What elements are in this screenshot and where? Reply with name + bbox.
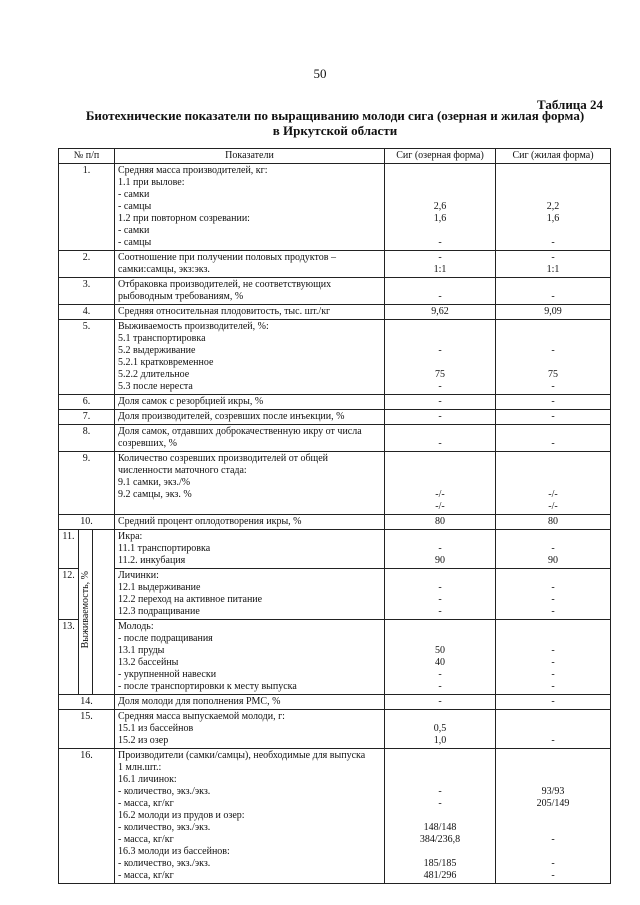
cell-line: - bbox=[551, 381, 555, 392]
cell-line: Икра: bbox=[118, 531, 143, 542]
cell-line: - bbox=[438, 669, 442, 680]
cell-line: 40 bbox=[435, 657, 445, 668]
cell-line: - bbox=[438, 681, 442, 692]
cell-line bbox=[388, 762, 492, 774]
cell-line: - bbox=[438, 582, 442, 593]
cell-line: 1.1 при вылове: bbox=[118, 177, 185, 188]
cell-line: Отбраковка производителей, не соответствующих bbox=[118, 279, 332, 290]
cell-line: - bbox=[551, 657, 555, 668]
cell-line: - bbox=[551, 438, 555, 449]
table-row bbox=[59, 410, 611, 425]
cell-line: - bbox=[551, 681, 555, 692]
cell-line: 1:1 bbox=[546, 264, 560, 275]
cell-line bbox=[499, 774, 607, 786]
cell-line: 75 bbox=[548, 369, 558, 380]
cell-line: 15.1 из бассейнов bbox=[118, 723, 194, 734]
table-label: Таблица 24 bbox=[537, 97, 604, 112]
cell-line: -/- bbox=[548, 489, 558, 500]
value-resident-form bbox=[496, 749, 611, 884]
cell-line bbox=[499, 426, 607, 438]
title-line-1: Биотехнические показатели по выращиванию молоди сига (озерная и жилая форма) bbox=[85, 108, 585, 123]
cell-line: - масса, кг/кг bbox=[118, 870, 174, 881]
cell-line: 9,62 bbox=[431, 306, 449, 317]
table-row bbox=[59, 569, 611, 620]
header-col1: Сиг (озерная форма) bbox=[385, 149, 496, 164]
cell-line: 5.1 транспортировка bbox=[118, 333, 206, 344]
cell-line: созревших, % bbox=[118, 438, 177, 449]
cell-line: -/- bbox=[435, 489, 445, 500]
row-number: 11. bbox=[59, 530, 79, 569]
cell-line: Средняя масса производителей, кг: bbox=[118, 165, 268, 176]
cell-line: - bbox=[438, 438, 442, 449]
cell-line: - количество, экз./экз. bbox=[118, 822, 211, 833]
value-resident-form bbox=[496, 164, 611, 251]
cell-line: - bbox=[551, 645, 555, 656]
cell-line: -/- bbox=[435, 501, 445, 512]
header-indicator: Показатели bbox=[115, 149, 385, 164]
cell-line: 148/148 bbox=[423, 822, 457, 833]
cell-line: Средняя масса выпускаемой молоди, г: bbox=[118, 711, 285, 722]
cell-line: - количество, экз./экз. bbox=[118, 786, 211, 797]
indicator-cell bbox=[115, 251, 385, 278]
table-row bbox=[59, 425, 611, 452]
value-resident-form bbox=[496, 530, 611, 569]
cell-line bbox=[388, 453, 492, 465]
cell-line: 2,6 bbox=[433, 201, 447, 212]
value-lake-form bbox=[385, 305, 496, 320]
cell-line: 12.1 выдерживание bbox=[118, 582, 201, 593]
value-resident-form bbox=[496, 515, 611, 530]
cell-line: - bbox=[551, 543, 555, 554]
value-resident-form bbox=[496, 395, 611, 410]
value-lake-form bbox=[385, 410, 496, 425]
table-row bbox=[59, 452, 611, 515]
value-lake-form bbox=[385, 530, 496, 569]
cell-line bbox=[499, 846, 607, 858]
table-row bbox=[59, 620, 611, 695]
indicator-cell bbox=[115, 695, 385, 710]
value-lake-form bbox=[385, 278, 496, 305]
value-lake-form bbox=[385, 710, 496, 749]
value-lake-form bbox=[385, 695, 496, 710]
cell-line: - масса, кг/кг bbox=[118, 834, 174, 845]
cell-line: 9.1 самки, экз./% bbox=[118, 477, 191, 488]
cell-line bbox=[499, 189, 607, 201]
cell-line: - самцы bbox=[118, 201, 152, 212]
cell-line bbox=[499, 165, 607, 177]
table-row bbox=[59, 515, 611, 530]
row-number: 8. bbox=[59, 425, 115, 452]
cell-line bbox=[499, 531, 607, 543]
cell-line: - количество, экз./экз. bbox=[118, 858, 211, 869]
value-resident-form bbox=[496, 278, 611, 305]
table-row bbox=[59, 710, 611, 749]
row-number: 15. bbox=[59, 710, 115, 749]
row-number: 4. bbox=[59, 305, 115, 320]
cell-line: 5.2.2 длительное bbox=[118, 369, 190, 380]
cell-line bbox=[499, 621, 607, 633]
title-line-2: в Иркутской области bbox=[272, 123, 398, 138]
table-row bbox=[59, 695, 611, 710]
cell-line bbox=[499, 465, 607, 477]
cell-line: - bbox=[438, 381, 442, 392]
cell-line: Выживаемость производителей, %: bbox=[118, 321, 269, 332]
row-number: 10. bbox=[59, 515, 115, 530]
cell-line bbox=[388, 621, 492, 633]
cell-line bbox=[388, 357, 492, 369]
header-col2: Сиг (жилая форма) bbox=[496, 149, 611, 164]
cell-line: 13.2 бассейны bbox=[118, 657, 179, 668]
cell-line: - bbox=[438, 798, 442, 809]
cell-line: - bbox=[551, 858, 555, 869]
value-resident-form bbox=[496, 695, 611, 710]
bio-table bbox=[58, 148, 611, 884]
cell-line: 481/296 bbox=[423, 870, 457, 881]
indicator-cell bbox=[115, 749, 385, 884]
table-row bbox=[59, 305, 611, 320]
cell-line: 50 bbox=[435, 645, 445, 656]
cell-line: Количество созревших производителей от общей bbox=[118, 453, 329, 464]
value-resident-form bbox=[496, 569, 611, 620]
indicator-cell bbox=[115, 320, 385, 395]
header-num: № п/п bbox=[59, 149, 115, 164]
cell-line: -/- bbox=[548, 501, 558, 512]
cell-line: - самцы bbox=[118, 237, 152, 248]
cell-line: - bbox=[551, 834, 555, 845]
value-lake-form bbox=[385, 164, 496, 251]
row-number: 5. bbox=[59, 320, 115, 395]
cell-line: 90 bbox=[548, 555, 558, 566]
cell-line: 93/93 bbox=[541, 786, 565, 797]
value-resident-form bbox=[496, 305, 611, 320]
cell-line: - bbox=[551, 669, 555, 680]
row-number: 16. bbox=[59, 749, 115, 884]
cell-line bbox=[388, 426, 492, 438]
row-number: 7. bbox=[59, 410, 115, 425]
cell-line: Средняя относительная плодовитость, тыс. шт./кг bbox=[118, 306, 331, 317]
cell-line: - самки bbox=[118, 189, 150, 200]
cell-line: - bbox=[551, 345, 555, 356]
value-lake-form bbox=[385, 569, 496, 620]
cell-line: Молодь: bbox=[118, 621, 154, 632]
cell-line bbox=[499, 810, 607, 822]
cell-line: 0,5 bbox=[433, 723, 447, 734]
cell-line: - bbox=[551, 696, 555, 707]
cell-line: - bbox=[551, 237, 555, 248]
cell-line: 12.2 переход на активное питание bbox=[118, 594, 263, 605]
cell-line bbox=[388, 810, 492, 822]
survival-side-text: Выживаемость, % bbox=[79, 571, 91, 649]
cell-line: - bbox=[551, 582, 555, 593]
cell-line: - bbox=[551, 606, 555, 617]
indicator-cell bbox=[115, 410, 385, 425]
cell-line: 185/185 bbox=[423, 858, 457, 869]
cell-line bbox=[499, 177, 607, 189]
cell-line bbox=[388, 165, 492, 177]
value-lake-form bbox=[385, 395, 496, 410]
header-row bbox=[59, 149, 611, 164]
table-row bbox=[59, 320, 611, 395]
cell-line: Личинки: bbox=[118, 570, 159, 581]
indicator-cell bbox=[115, 164, 385, 251]
table-row bbox=[59, 395, 611, 410]
cell-line: Доля производителей, созревших после инъекции, % bbox=[118, 411, 345, 422]
cell-line: - bbox=[551, 396, 555, 407]
value-lake-form bbox=[385, 320, 496, 395]
cell-line: 5.2.1 кратковременное bbox=[118, 357, 214, 368]
cell-line: 9.2 самцы, экз. % bbox=[118, 489, 192, 500]
cell-line: 16.2 молоди из прудов и озер: bbox=[118, 810, 245, 821]
value-resident-form bbox=[496, 452, 611, 515]
table-row bbox=[59, 164, 611, 251]
cell-line: 15.2 из озер bbox=[118, 735, 169, 746]
value-lake-form bbox=[385, 251, 496, 278]
cell-line: - bbox=[551, 870, 555, 881]
row-number: 3. bbox=[59, 278, 115, 305]
indicator-cell bbox=[115, 620, 385, 695]
cell-line: - укрупненной навески bbox=[118, 669, 217, 680]
cell-line bbox=[499, 750, 607, 762]
row-number: 6. bbox=[59, 395, 115, 410]
cell-line bbox=[388, 774, 492, 786]
indicator-cell bbox=[115, 515, 385, 530]
table-row bbox=[59, 251, 611, 278]
cell-line: 384/236,8 bbox=[419, 834, 461, 845]
cell-line: 9,09 bbox=[544, 306, 562, 317]
cell-line: - bbox=[438, 291, 442, 302]
indicator-cell bbox=[115, 305, 385, 320]
value-lake-form bbox=[385, 515, 496, 530]
table-body bbox=[59, 164, 611, 884]
indicator-cell bbox=[115, 395, 385, 410]
cell-line bbox=[388, 711, 492, 723]
cell-line: Доля самок с резорбцией икры, % bbox=[118, 396, 264, 407]
cell-line: - bbox=[438, 543, 442, 554]
cell-line bbox=[499, 225, 607, 237]
cell-line: 11.1 транспортировка bbox=[118, 543, 211, 554]
cell-line: - после подращивания bbox=[118, 633, 213, 644]
cell-line bbox=[499, 357, 607, 369]
row-number: 12. bbox=[59, 569, 79, 620]
cell-line bbox=[499, 477, 607, 489]
cell-line: - bbox=[551, 291, 555, 302]
indicator-cell bbox=[115, 452, 385, 515]
cell-line: 5.2 выдерживание bbox=[118, 345, 196, 356]
indicator-cell bbox=[115, 425, 385, 452]
cell-line: - bbox=[551, 411, 555, 422]
cell-line: - самки bbox=[118, 225, 150, 236]
cell-line bbox=[388, 189, 492, 201]
table-title bbox=[70, 108, 600, 138]
cell-line: 5.3 после нереста bbox=[118, 381, 193, 392]
cell-line: Средний процент оплодотворения икры, % bbox=[118, 516, 302, 527]
cell-line: - bbox=[438, 252, 442, 263]
value-resident-form bbox=[496, 320, 611, 395]
indicator-cell bbox=[115, 569, 385, 620]
cell-line bbox=[499, 279, 607, 291]
cell-line: 90 bbox=[435, 555, 445, 566]
cell-line: 2,2 bbox=[546, 201, 560, 212]
cell-line: численности маточного стада: bbox=[118, 465, 247, 476]
cell-line bbox=[388, 846, 492, 858]
cell-line bbox=[499, 633, 607, 645]
value-resident-form bbox=[496, 410, 611, 425]
row-number: 2. bbox=[59, 251, 115, 278]
cell-line bbox=[388, 531, 492, 543]
cell-line: - после транспортировки к месту выпуска bbox=[118, 681, 297, 692]
cell-line: 1 млн.шт.: bbox=[118, 762, 162, 773]
row-number: 13. bbox=[59, 620, 79, 695]
cell-line bbox=[499, 570, 607, 582]
indicator-cell bbox=[115, 710, 385, 749]
cell-line: 1,0 bbox=[433, 735, 447, 746]
cell-line: - bbox=[551, 735, 555, 746]
cell-line bbox=[388, 477, 492, 489]
value-resident-form bbox=[496, 620, 611, 695]
value-lake-form bbox=[385, 749, 496, 884]
cell-line: - bbox=[438, 396, 442, 407]
cell-line: - bbox=[551, 594, 555, 605]
value-lake-form bbox=[385, 620, 496, 695]
cell-line bbox=[388, 177, 492, 189]
page-number: 50 bbox=[313, 66, 327, 81]
cell-line: 12.3 подращивание bbox=[118, 606, 200, 617]
cell-line bbox=[499, 453, 607, 465]
cell-line: 80 bbox=[435, 516, 445, 527]
cell-line bbox=[388, 465, 492, 477]
cell-line bbox=[388, 321, 492, 333]
row-number: 1. bbox=[59, 164, 115, 251]
side-gap bbox=[93, 530, 115, 695]
cell-line: - bbox=[438, 345, 442, 356]
cell-line: 11.2. инкубация bbox=[118, 555, 186, 566]
cell-line: 16.3 молоди из бассейнов: bbox=[118, 846, 230, 857]
value-resident-form bbox=[496, 251, 611, 278]
indicator-cell bbox=[115, 278, 385, 305]
cell-line bbox=[388, 633, 492, 645]
cell-line: самки:самцы, экз:экз. bbox=[118, 264, 210, 275]
cell-line: 1,6 bbox=[546, 213, 560, 224]
cell-line: 13.1 пруды bbox=[118, 645, 165, 656]
indicator-cell bbox=[115, 530, 385, 569]
cell-line bbox=[388, 750, 492, 762]
cell-line bbox=[499, 723, 607, 735]
cell-line bbox=[499, 321, 607, 333]
row-number: 9. bbox=[59, 452, 115, 515]
cell-line bbox=[499, 711, 607, 723]
survival-side-label bbox=[79, 530, 93, 695]
cell-line bbox=[388, 570, 492, 582]
cell-line: Производители (самки/самцы), необходимые для выпуска bbox=[118, 750, 366, 761]
cell-line: Доля молоди для пополнения РМС, % bbox=[118, 696, 281, 707]
table-row bbox=[59, 530, 611, 569]
row-number: 14. bbox=[59, 695, 115, 710]
cell-line: - масса, кг/кг bbox=[118, 798, 174, 809]
cell-line bbox=[388, 333, 492, 345]
cell-line: 16.1 личинок: bbox=[118, 774, 177, 785]
cell-line bbox=[499, 822, 607, 834]
cell-line: рыбоводным требованиям, % bbox=[118, 291, 244, 302]
cell-line: - bbox=[438, 411, 442, 422]
cell-line: - bbox=[438, 594, 442, 605]
cell-line bbox=[388, 225, 492, 237]
value-resident-form bbox=[496, 710, 611, 749]
cell-line: - bbox=[438, 786, 442, 797]
cell-line: Соотношение при получении половых продуктов – bbox=[118, 252, 336, 263]
cell-line: 75 bbox=[435, 369, 445, 380]
cell-line: 205/149 bbox=[536, 798, 570, 809]
cell-line: - bbox=[438, 696, 442, 707]
cell-line bbox=[499, 333, 607, 345]
table-row bbox=[59, 749, 611, 884]
value-lake-form bbox=[385, 425, 496, 452]
cell-line: - bbox=[438, 606, 442, 617]
cell-line bbox=[388, 279, 492, 291]
cell-line: 80 bbox=[548, 516, 558, 527]
cell-line: - bbox=[551, 252, 555, 263]
table-row bbox=[59, 278, 611, 305]
value-lake-form bbox=[385, 452, 496, 515]
cell-line: Доля самок, отдавших доброкачественную икру от числа bbox=[118, 426, 362, 437]
cell-line: 1,6 bbox=[433, 213, 447, 224]
cell-line: - bbox=[438, 237, 442, 248]
cell-line: 1:1 bbox=[433, 264, 447, 275]
cell-line bbox=[499, 762, 607, 774]
cell-line: 1.2 при повторном созревании: bbox=[118, 213, 250, 224]
value-resident-form bbox=[496, 425, 611, 452]
